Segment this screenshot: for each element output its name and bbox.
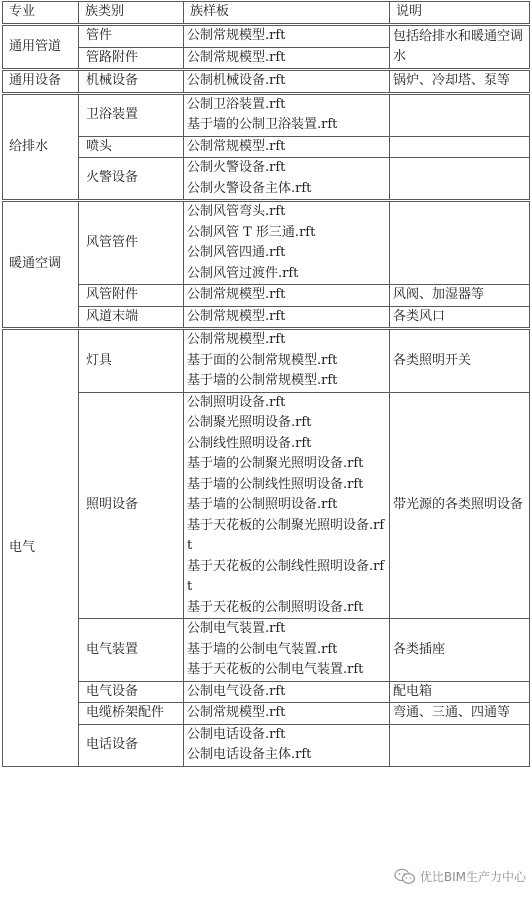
note-cell: 包括给排水和暖通空调水: [390, 25, 530, 70]
table-row: [3, 25, 530, 48]
template-name: 公制常规模型.rft: [187, 705, 286, 720]
template-name: 公制常规模型.rft: [187, 28, 286, 43]
major-cell: 给排水: [3, 93, 79, 201]
header-category: 族类别: [79, 2, 184, 25]
template-name: 基于墙的公制电气装置.rft: [187, 641, 338, 657]
template-name: 基于天花板的公制照明设备.rft: [187, 599, 364, 615]
template-name: 基于天花板的公制聚光照明设备.rft: [187, 517, 385, 553]
template-name: 公制卫浴装置.rft: [187, 96, 286, 112]
table-row: [3, 306, 530, 329]
header-note: 说明: [390, 2, 530, 25]
template-cell: [184, 93, 390, 136]
template-cell: [184, 158, 390, 201]
template-name: 基于墙的公制照明设备.rft: [187, 497, 338, 512]
template-name: 公制照明设备.rft: [187, 394, 286, 410]
template-name: 基于墙的公制线性照明设备.rft: [187, 476, 364, 492]
table-row: [3, 724, 530, 766]
category-cell: 管件: [79, 25, 184, 48]
template-cell: [184, 392, 390, 619]
table-row: [3, 158, 530, 201]
wechat-icon: [394, 868, 416, 885]
template-name: 公制常规模型.rft: [187, 308, 286, 324]
table-row: [3, 70, 530, 94]
template-name: 公制常规模型.rft: [187, 138, 286, 154]
note-cell: [390, 724, 530, 766]
table-row: [3, 136, 530, 158]
template-name: 公制火警设备.rft: [187, 160, 286, 175]
note-cell: [390, 158, 530, 201]
table-row: [3, 285, 530, 307]
template-name: 公制风管四通.rft: [187, 245, 286, 260]
note-cell: [390, 93, 530, 136]
template-cell: [184, 306, 390, 329]
template-cell: [184, 724, 390, 766]
category-cell: 火警设备: [79, 158, 184, 201]
template-name: 公制线性照明设备.rft: [187, 435, 312, 451]
template-name: 公制聚光照明设备.rft: [187, 415, 312, 430]
category-cell: 电缆桥架配件: [79, 703, 184, 725]
table-row: [3, 681, 530, 703]
template-cell: [184, 681, 390, 703]
template-cell: [184, 703, 390, 725]
category-cell: 管路附件: [79, 47, 184, 70]
category-cell: 风道末端: [79, 306, 184, 329]
family-template-table: [2, 1, 530, 767]
template-name: 基于面的公制常规模型.rft: [187, 352, 338, 368]
template-name: 基于墙的公制卫浴装置.rft: [187, 117, 338, 132]
template-cell: [184, 201, 390, 285]
header-major: 专业: [3, 2, 79, 25]
header-template: 族样板: [184, 2, 390, 25]
note-cell: 锅炉、冷却塔、泵等: [390, 70, 530, 94]
template-name: 公制电话设备.rft: [187, 726, 286, 742]
category-cell: 机械设备: [79, 70, 184, 94]
table-row: [3, 329, 530, 393]
template-cell: [184, 25, 390, 48]
template-name: 公制电话设备主体.rft: [187, 747, 312, 762]
note-cell: 弯通、三通、四通等: [390, 703, 530, 725]
note-cell: [390, 201, 530, 285]
note-cell: 各类插座: [390, 619, 530, 682]
template-name: 公制风管 T 形三通.rft: [187, 224, 316, 240]
table-row: [3, 93, 530, 136]
table-row: [3, 619, 530, 682]
template-name: 公制风管弯头.rft: [187, 204, 286, 219]
template-name: 公制风管过渡件.rft: [187, 265, 299, 281]
major-cell: 电气: [3, 329, 79, 767]
category-cell: 风管附件: [79, 285, 184, 307]
category-cell: 卫浴装置: [79, 93, 184, 136]
template-cell: [184, 329, 390, 393]
header-row: [3, 2, 530, 25]
template-cell: [184, 136, 390, 158]
watermark-text: 优比BIM生产力中心: [419, 870, 526, 884]
note-cell: [390, 136, 530, 158]
category-cell: 喷头: [79, 136, 184, 158]
template-name: 公制常规模型.rft: [187, 49, 286, 65]
table-row: [3, 703, 530, 725]
note-cell: 各类照明开关: [390, 329, 530, 393]
template-cell: [184, 47, 390, 70]
category-cell: 灯具: [79, 329, 184, 393]
template-name: 公制电气设备.rft: [187, 683, 286, 699]
table-row: [3, 201, 530, 285]
category-cell: 风管管件: [79, 201, 184, 285]
template-name: 公制机械设备.rft: [187, 73, 286, 88]
major-cell: 通用管道: [3, 25, 79, 70]
category-cell: 电气装置: [79, 619, 184, 682]
template-cell: [184, 619, 390, 682]
template-name: 基于墙的公制常规模型.rft: [187, 373, 338, 388]
template-name: 公制常规模型.rft: [187, 332, 286, 347]
template-cell: [184, 70, 390, 94]
template-name: 基于天花板的公制线性照明设备.rft: [187, 558, 385, 594]
note-cell: 各类风口: [390, 306, 530, 329]
category-cell: 电气设备: [79, 681, 184, 703]
watermark: [394, 868, 526, 885]
category-cell: 电话设备: [79, 724, 184, 766]
template-cell: [184, 285, 390, 307]
template-name: 公制常规模型.rft: [187, 287, 286, 302]
template-name: 基于天花板的公制电气装置.rft: [187, 662, 364, 677]
template-name: 公制电气装置.rft: [187, 621, 286, 636]
template-name: 基于墙的公制聚光照明设备.rft: [187, 456, 364, 471]
note-cell: 风阀、加湿器等: [390, 285, 530, 307]
category-cell: 照明设备: [79, 392, 184, 619]
major-cell: 通用设备: [3, 70, 79, 94]
note-cell: 配电箱: [390, 681, 530, 703]
template-name: 公制火警设备主体.rft: [187, 180, 312, 196]
major-cell: 暖通空调: [3, 201, 79, 329]
table-row: [3, 392, 530, 619]
note-cell: 带光源的各类照明设备: [390, 392, 530, 619]
